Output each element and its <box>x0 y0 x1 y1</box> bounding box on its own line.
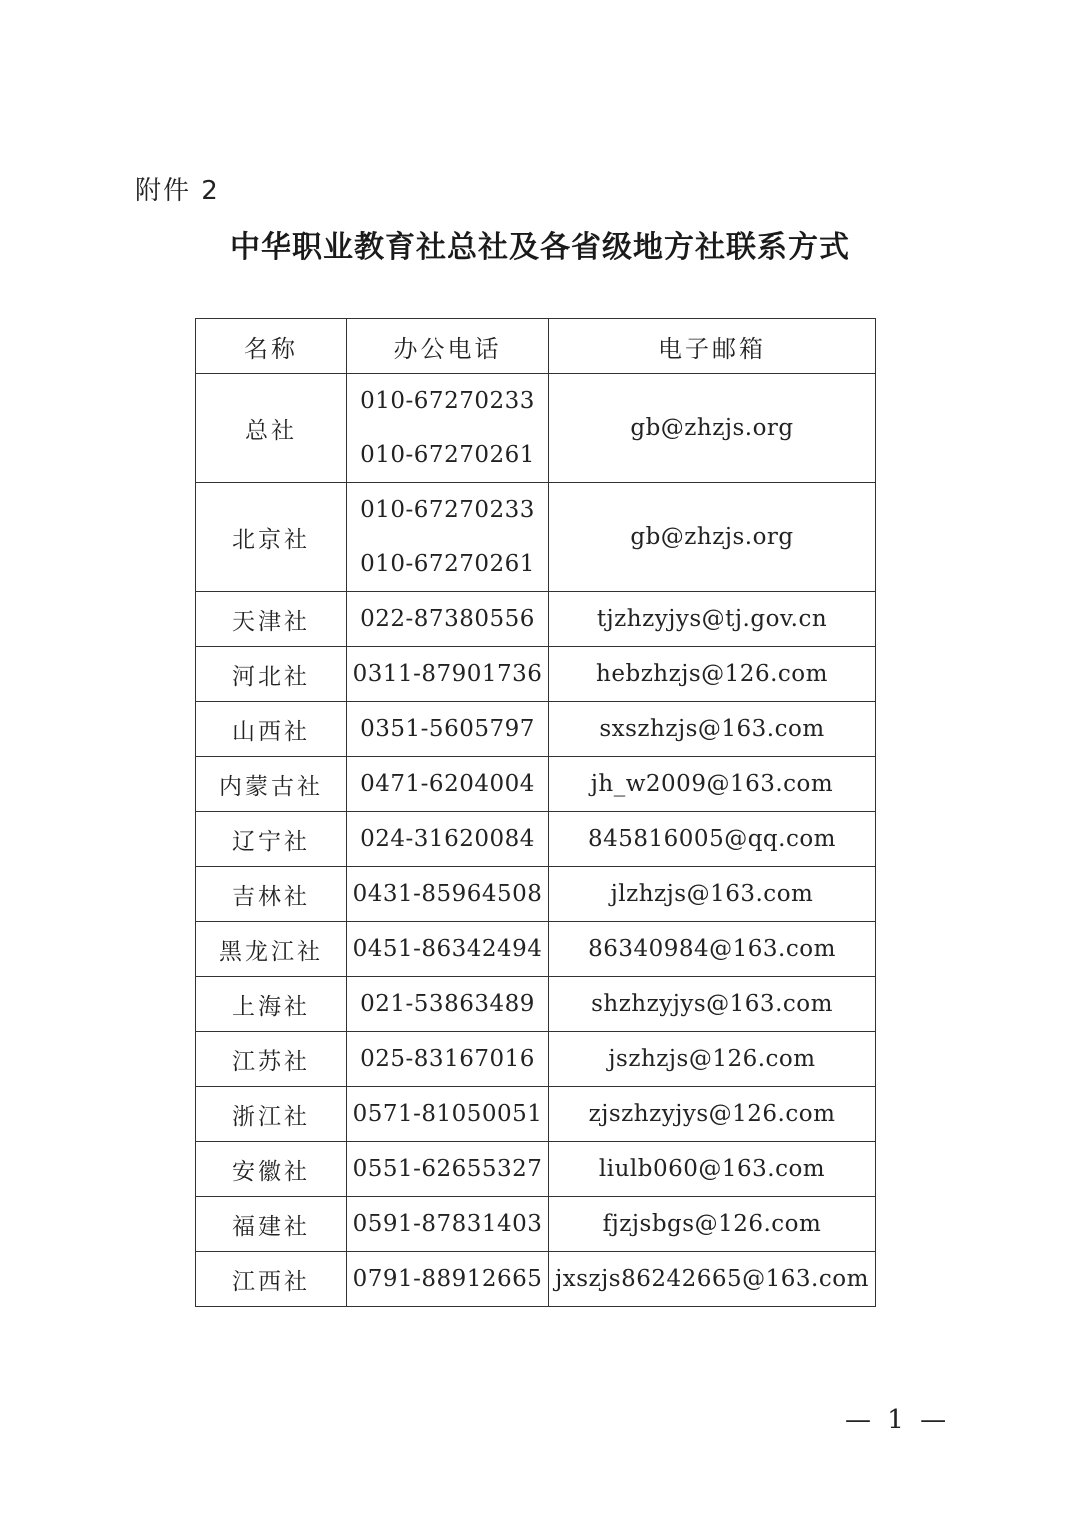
org-name-cell: 山西社 <box>196 702 347 757</box>
phone-number: 0471-6204004 <box>360 771 535 797</box>
phone-number: 0591-87831403 <box>352 1211 543 1237</box>
org-name-cell: 辽宁社 <box>196 812 347 867</box>
phone-number: 0551-62655327 <box>352 1156 543 1182</box>
phone-cell <box>347 1087 549 1142</box>
org-name-cell: 天津社 <box>196 592 347 647</box>
contacts-table <box>195 318 876 1307</box>
phone-cell <box>347 757 549 812</box>
table-body <box>196 374 876 1307</box>
header-phone: 办公电话 <box>347 319 549 374</box>
table-row <box>196 1197 876 1252</box>
table-row <box>196 483 876 592</box>
phone-number: 0571-81050051 <box>352 1101 543 1127</box>
org-name-cell: 黑龙江社 <box>196 922 347 977</box>
org-name-cell: 上海社 <box>196 977 347 1032</box>
email-cell: fjzjsbgs@126.com <box>549 1197 876 1252</box>
org-name-cell: 江苏社 <box>196 1032 347 1087</box>
email-cell: gb@zhzjs.org <box>549 483 876 592</box>
phone-number: 010-67270261 <box>360 551 535 577</box>
table-header-row <box>196 319 876 374</box>
table-row <box>196 922 876 977</box>
document-title: 中华职业教育社总社及各省级地方社联系方式 <box>230 230 850 265</box>
org-name-cell: 吉林社 <box>196 867 347 922</box>
phone-cell <box>347 647 549 702</box>
phone-cell <box>347 977 549 1032</box>
phone-number: 022-87380556 <box>360 606 535 632</box>
phone-number: 0311-87901736 <box>352 661 543 687</box>
attachment-label: 附件 2 <box>135 176 220 206</box>
phone-cell <box>347 1252 549 1307</box>
phone-cell <box>347 1032 549 1087</box>
header-name: 名称 <box>196 319 347 374</box>
phone-cell <box>347 592 549 647</box>
table-row <box>196 1032 876 1087</box>
phone-number: 0431-85964508 <box>352 881 543 907</box>
phone-number: 010-67270233 <box>360 388 535 414</box>
email-cell: jszhzjs@126.com <box>549 1032 876 1087</box>
table-row <box>196 1252 876 1307</box>
org-name-cell: 河北社 <box>196 647 347 702</box>
org-name-cell: 江西社 <box>196 1252 347 1307</box>
email-cell: tjzhzyjys@tj.gov.cn <box>549 592 876 647</box>
email-cell: jlzhzjs@163.com <box>549 867 876 922</box>
phone-number: 024-31620084 <box>360 826 535 852</box>
phone-cell <box>347 483 549 592</box>
table-row <box>196 867 876 922</box>
phone-cell <box>347 867 549 922</box>
table-row <box>196 1142 876 1197</box>
org-name-cell: 福建社 <box>196 1197 347 1252</box>
table-row <box>196 812 876 867</box>
table-row <box>196 757 876 812</box>
table-row <box>196 1087 876 1142</box>
email-cell: zjszhzyjys@126.com <box>549 1087 876 1142</box>
phone-cell <box>347 1197 549 1252</box>
phone-cell <box>347 812 549 867</box>
email-cell: 845816005@qq.com <box>549 812 876 867</box>
org-name-cell: 安徽社 <box>196 1142 347 1197</box>
email-cell: liulb060@163.com <box>549 1142 876 1197</box>
phone-number: 0791-88912665 <box>352 1266 543 1292</box>
email-cell: shzhzyjys@163.com <box>549 977 876 1032</box>
header-email: 电子邮箱 <box>549 319 876 374</box>
phone-number: 0351-5605797 <box>360 716 535 742</box>
phone-cell <box>347 374 549 483</box>
org-name-cell: 内蒙古社 <box>196 757 347 812</box>
email-cell: jh_w2009@163.com <box>549 757 876 812</box>
phone-number: 010-67270233 <box>360 497 535 523</box>
org-name-cell: 北京社 <box>196 483 347 592</box>
phone-cell <box>347 1142 549 1197</box>
table-row <box>196 374 876 483</box>
page-number: — 1 — <box>845 1405 951 1435</box>
phone-cell <box>347 922 549 977</box>
phone-number: 021-53863489 <box>360 991 535 1017</box>
phone-number: 0451-86342494 <box>352 936 543 962</box>
email-cell: hebzhzjs@126.com <box>549 647 876 702</box>
table-row <box>196 592 876 647</box>
email-cell: sxszhzjs@163.com <box>549 702 876 757</box>
table-row <box>196 977 876 1032</box>
table-row <box>196 647 876 702</box>
email-cell: 86340984@163.com <box>549 922 876 977</box>
email-cell: gb@zhzjs.org <box>549 374 876 483</box>
org-name-cell: 浙江社 <box>196 1087 347 1142</box>
phone-number: 010-67270261 <box>360 442 535 468</box>
phone-cell <box>347 702 549 757</box>
org-name-cell: 总社 <box>196 374 347 483</box>
email-cell: jxszjs86242665@163.com <box>549 1252 876 1307</box>
table-row <box>196 702 876 757</box>
phone-number: 025-83167016 <box>360 1046 535 1072</box>
